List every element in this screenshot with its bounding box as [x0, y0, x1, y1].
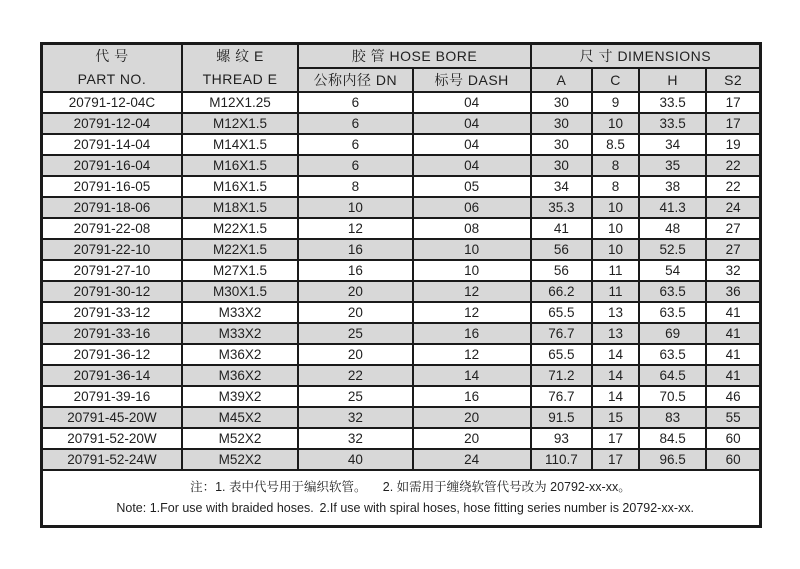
cell-dash: 05 [413, 176, 531, 197]
cell-part-no: 20791-45-20W [42, 407, 182, 428]
cell-c: 10 [592, 239, 639, 260]
cell-dash: 12 [413, 302, 531, 323]
cell-a: 66.2 [531, 281, 592, 302]
table-row [42, 134, 761, 155]
cell-a: 56 [531, 260, 592, 281]
cell-thread: M18X1.5 [182, 197, 298, 218]
cell-part-no: 20791-22-10 [42, 239, 182, 260]
cell-a: 76.7 [531, 323, 592, 344]
cell-part-no: 20791-14-04 [42, 134, 182, 155]
cell-a: 56 [531, 239, 592, 260]
cell-part-no: 20791-39-16 [42, 386, 182, 407]
cell-a: 41 [531, 218, 592, 239]
cell-a: 93 [531, 428, 592, 449]
cell-c: 14 [592, 365, 639, 386]
cell-a: 30 [531, 155, 592, 176]
header-group-hose-bore: 胶 管 HOSE BORE [298, 44, 531, 68]
cell-thread: M36X2 [182, 344, 298, 365]
cell-dn: 20 [298, 302, 412, 323]
cell-dash: 10 [413, 239, 531, 260]
cell-dn: 12 [298, 218, 412, 239]
header-thread [182, 44, 298, 92]
cell-thread: M52X2 [182, 449, 298, 470]
table-row [42, 155, 761, 176]
table-body [42, 92, 761, 470]
cell-thread: M33X2 [182, 323, 298, 344]
cell-dash: 20 [413, 407, 531, 428]
cell-a: 110.7 [531, 449, 592, 470]
cell-a: 76.7 [531, 386, 592, 407]
cell-c: 8.5 [592, 134, 639, 155]
table-row [42, 92, 761, 113]
cell-s2: 22 [706, 176, 760, 197]
cell-c: 13 [592, 302, 639, 323]
cell-part-no: 20791-52-20W [42, 428, 182, 449]
cell-part-no: 20791-36-12 [42, 344, 182, 365]
cell-dn: 6 [298, 134, 412, 155]
cell-h: 84.5 [639, 428, 706, 449]
header-thread-cn: 螺 纹 E [216, 48, 264, 65]
cell-c: 17 [592, 428, 639, 449]
cell-h: 83 [639, 407, 706, 428]
header-part-no-en: PART NO. [77, 70, 147, 87]
cell-s2: 41 [706, 323, 760, 344]
cell-dash: 04 [413, 155, 531, 176]
cell-s2: 22 [706, 155, 760, 176]
cell-part-no: 20791-12-04 [42, 113, 182, 134]
table-row [42, 449, 761, 470]
cell-dash: 04 [413, 134, 531, 155]
table-row [42, 281, 761, 302]
cell-c: 13 [592, 323, 639, 344]
cell-dn: 6 [298, 92, 412, 113]
cell-h: 69 [639, 323, 706, 344]
cell-s2: 41 [706, 365, 760, 386]
cell-c: 11 [592, 260, 639, 281]
cell-part-no: 20791-12-04C [42, 92, 182, 113]
header-s2: S2 [706, 68, 760, 92]
cell-c: 14 [592, 386, 639, 407]
cell-h: 96.5 [639, 449, 706, 470]
cell-s2: 60 [706, 449, 760, 470]
table-row [42, 365, 761, 386]
cell-s2: 41 [706, 344, 760, 365]
cell-part-no: 20791-52-24W [42, 449, 182, 470]
cell-c: 10 [592, 113, 639, 134]
cell-c: 15 [592, 407, 639, 428]
cell-dn: 6 [298, 155, 412, 176]
cell-c: 17 [592, 449, 639, 470]
header-h: H [639, 68, 706, 92]
cell-dash: 12 [413, 344, 531, 365]
cell-dn: 25 [298, 323, 412, 344]
cell-h: 34 [639, 134, 706, 155]
cell-h: 64.5 [639, 365, 706, 386]
table-row [42, 260, 761, 281]
cell-c: 10 [592, 197, 639, 218]
note-cn-1: 注：1. 表中代号用于编织软管。 [190, 479, 367, 494]
cell-thread: M52X2 [182, 428, 298, 449]
cell-thread: M14X1.5 [182, 134, 298, 155]
table-row [42, 218, 761, 239]
header-c: C [592, 68, 639, 92]
table-row [42, 323, 761, 344]
cell-s2: 17 [706, 113, 760, 134]
cell-thread: M36X2 [182, 365, 298, 386]
cell-dash: 04 [413, 92, 531, 113]
header-dash: 标号 DASH [413, 68, 531, 92]
cell-dn: 40 [298, 449, 412, 470]
cell-h: 54 [639, 260, 706, 281]
cell-dn: 6 [298, 113, 412, 134]
cell-dn: 8 [298, 176, 412, 197]
cell-dn: 32 [298, 428, 412, 449]
cell-a: 30 [531, 134, 592, 155]
cell-thread: M30X1.5 [182, 281, 298, 302]
table-row [42, 386, 761, 407]
cell-a: 65.5 [531, 302, 592, 323]
cell-dn: 10 [298, 197, 412, 218]
cell-dn: 25 [298, 386, 412, 407]
table-row [42, 407, 761, 428]
cell-part-no: 20791-33-16 [42, 323, 182, 344]
header-a: A [531, 68, 592, 92]
cell-dn: 22 [298, 365, 412, 386]
hose-fitting-spec-table [40, 42, 762, 528]
cell-h: 70.5 [639, 386, 706, 407]
cell-s2: 32 [706, 260, 760, 281]
table-row [42, 176, 761, 197]
table-row [42, 428, 761, 449]
cell-h: 41.3 [639, 197, 706, 218]
cell-s2: 24 [706, 197, 760, 218]
note-line-cn [49, 477, 759, 498]
cell-part-no: 20791-36-14 [42, 365, 182, 386]
note-en-1: Note: 1.For use with braided hoses. [116, 500, 314, 515]
cell-s2: 60 [706, 428, 760, 449]
note-cn-2: 2. 如需用于缠绕软管代号改为 20792-xx-xx。 [382, 479, 631, 494]
spec-table [40, 42, 762, 528]
cell-c: 14 [592, 344, 639, 365]
cell-h: 48 [639, 218, 706, 239]
cell-a: 30 [531, 92, 592, 113]
cell-part-no: 20791-22-08 [42, 218, 182, 239]
cell-a: 71.2 [531, 365, 592, 386]
table-row [42, 197, 761, 218]
cell-dash: 24 [413, 449, 531, 470]
cell-dash: 16 [413, 323, 531, 344]
cell-dn: 32 [298, 407, 412, 428]
cell-c: 10 [592, 218, 639, 239]
cell-h: 38 [639, 176, 706, 197]
cell-c: 11 [592, 281, 639, 302]
cell-part-no: 20791-16-04 [42, 155, 182, 176]
cell-s2: 41 [706, 302, 760, 323]
cell-c: 9 [592, 92, 639, 113]
cell-thread: M27X1.5 [182, 260, 298, 281]
cell-c: 8 [592, 176, 639, 197]
cell-thread: M22X1.5 [182, 239, 298, 260]
cell-dash: 16 [413, 386, 531, 407]
cell-part-no: 20791-16-05 [42, 176, 182, 197]
header-part-no-cn: 代 号 [95, 48, 129, 65]
cell-h: 35 [639, 155, 706, 176]
cell-s2: 27 [706, 239, 760, 260]
cell-s2: 36 [706, 281, 760, 302]
cell-s2: 55 [706, 407, 760, 428]
cell-h: 63.5 [639, 281, 706, 302]
cell-thread: M39X2 [182, 386, 298, 407]
cell-thread: M12X1.5 [182, 113, 298, 134]
header-group-dimensions: 尺 寸 DIMENSIONS [531, 44, 761, 68]
cell-dn: 16 [298, 260, 412, 281]
cell-s2: 46 [706, 386, 760, 407]
cell-thread: M16X1.5 [182, 176, 298, 197]
cell-dn: 20 [298, 344, 412, 365]
table-row [42, 113, 761, 134]
cell-a: 35.3 [531, 197, 592, 218]
cell-s2: 27 [706, 218, 760, 239]
cell-a: 30 [531, 113, 592, 134]
cell-dn: 16 [298, 239, 412, 260]
table-footer [42, 470, 761, 527]
cell-thread: M33X2 [182, 302, 298, 323]
cell-h: 52.5 [639, 239, 706, 260]
cell-h: 63.5 [639, 302, 706, 323]
cell-dash: 08 [413, 218, 531, 239]
cell-dash: 04 [413, 113, 531, 134]
cell-part-no: 20791-18-06 [42, 197, 182, 218]
cell-a: 65.5 [531, 344, 592, 365]
cell-h: 33.5 [639, 113, 706, 134]
cell-thread: M45X2 [182, 407, 298, 428]
cell-s2: 17 [706, 92, 760, 113]
cell-h: 33.5 [639, 92, 706, 113]
cell-dash: 20 [413, 428, 531, 449]
note-line-en [49, 498, 759, 519]
table-row [42, 239, 761, 260]
cell-dash: 12 [413, 281, 531, 302]
cell-a: 34 [531, 176, 592, 197]
cell-c: 8 [592, 155, 639, 176]
cell-s2: 19 [706, 134, 760, 155]
cell-thread: M16X1.5 [182, 155, 298, 176]
notes-cell [42, 470, 761, 527]
cell-part-no: 20791-30-12 [42, 281, 182, 302]
header-thread-en: THREAD E [202, 70, 278, 87]
header-part-no [42, 44, 182, 92]
cell-dash: 06 [413, 197, 531, 218]
cell-part-no: 20791-27-10 [42, 260, 182, 281]
table-row [42, 344, 761, 365]
table-header [42, 44, 761, 92]
cell-a: 91.5 [531, 407, 592, 428]
cell-h: 63.5 [639, 344, 706, 365]
cell-part-no: 20791-33-12 [42, 302, 182, 323]
cell-dash: 14 [413, 365, 531, 386]
header-dn: 公称内径 DN [298, 68, 412, 92]
cell-thread: M22X1.5 [182, 218, 298, 239]
table-row [42, 302, 761, 323]
cell-dash: 10 [413, 260, 531, 281]
cell-dn: 20 [298, 281, 412, 302]
cell-thread: M12X1.25 [182, 92, 298, 113]
note-en-2: 2.If use with spiral hoses, hose fitting series number is 20792-xx-xx. [319, 500, 694, 515]
